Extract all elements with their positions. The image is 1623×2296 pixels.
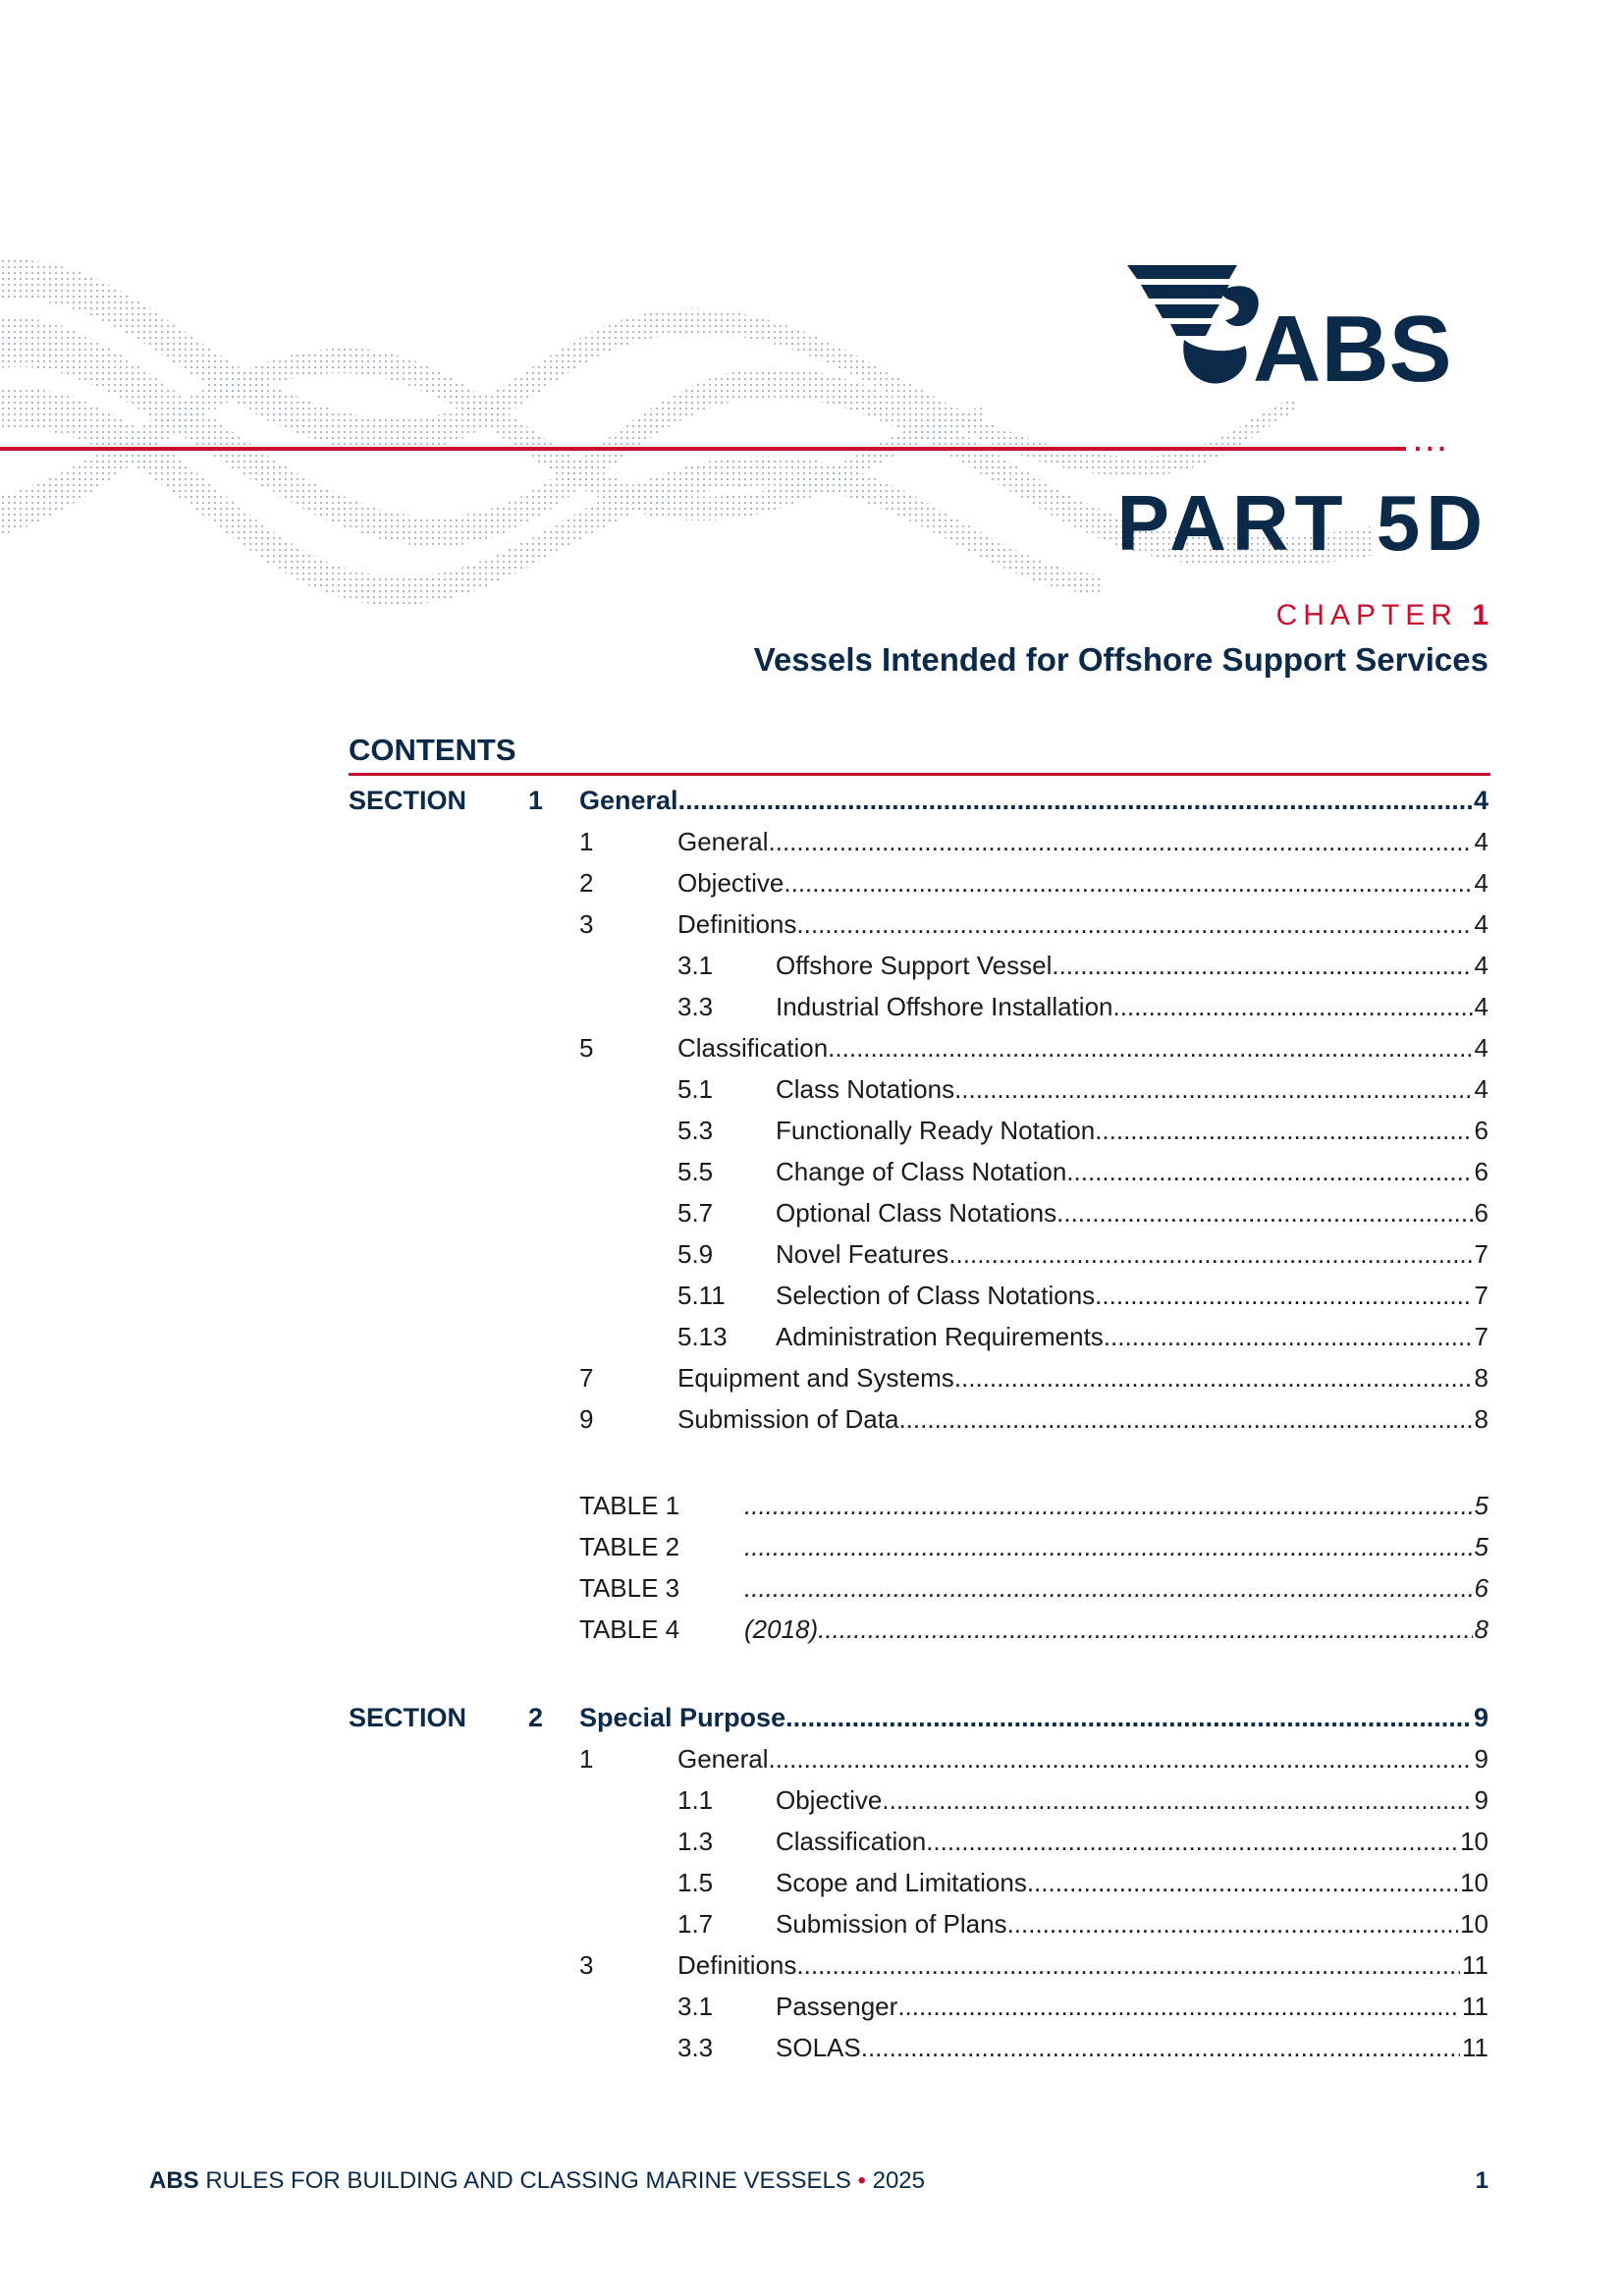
toc-page-number: 4	[1473, 786, 1488, 815]
toc-table-row	[0, 1485, 1623, 1526]
dot-leader	[1095, 1275, 1472, 1316]
dot-leader	[744, 1567, 1473, 1609]
toc-item-number: 2	[579, 868, 594, 898]
toc-item-link[interactable]	[776, 1779, 1488, 1821]
toc-entry-title: Special Purpose	[579, 1703, 786, 1732]
toc-item-row	[0, 1357, 1623, 1398]
toc-page-number: 4	[1474, 909, 1488, 939]
dot-leader	[861, 2027, 1460, 2068]
dot-leader	[678, 780, 1472, 821]
toc-page-number: 6	[1474, 1198, 1488, 1228]
toc-item-link[interactable]	[776, 2027, 1488, 2068]
toc-entry-title: General	[579, 786, 678, 815]
table-label: TABLE 3	[579, 1573, 680, 1603]
toc-entry-title: Definitions	[677, 909, 797, 939]
toc-section-row	[0, 780, 1623, 821]
toc-item-row	[0, 821, 1623, 862]
toc-item-row	[0, 1944, 1623, 1986]
contents-red-rule	[349, 773, 1490, 776]
toc-item-number: 1.1	[677, 1785, 714, 1815]
toc-item-row	[0, 1779, 1623, 1821]
toc-page-number: 10	[1460, 1909, 1488, 1939]
toc-item-link[interactable]	[776, 1110, 1488, 1151]
table-label: TABLE 2	[579, 1532, 680, 1561]
section-number: 1	[528, 786, 544, 815]
page-number: 1	[1475, 2167, 1488, 2194]
dot-leader	[1052, 945, 1472, 986]
toc-item-row	[0, 986, 1623, 1027]
section-label: SECTION	[349, 786, 467, 815]
toc-item-row	[0, 2027, 1623, 2068]
toc-table-link[interactable]	[744, 1526, 1488, 1567]
toc-entry-title: (2018)	[744, 1614, 819, 1644]
toc-item-number: 5.5	[677, 1157, 714, 1186]
toc-entry-title: Class Notations	[776, 1074, 955, 1104]
dot-leader	[796, 1944, 1460, 1986]
dot-leader	[926, 1821, 1458, 1862]
chapter-word: CHAPTER	[1275, 599, 1458, 631]
toc-page-number: 5	[1474, 1491, 1488, 1520]
dot-leader	[784, 862, 1472, 903]
section-number: 2	[528, 1703, 544, 1732]
toc-entry-title: Classification	[776, 1827, 927, 1856]
toc-item-row	[0, 1027, 1623, 1068]
contents-heading: CONTENTS	[349, 733, 516, 767]
dot-leader	[828, 1027, 1472, 1068]
toc-entry-title: Classification	[677, 1033, 829, 1063]
toc-entry-title: Optional Class Notations	[776, 1198, 1057, 1228]
toc-item-row	[0, 1738, 1623, 1779]
toc-item-row	[0, 1862, 1623, 1903]
dot-leader	[954, 1068, 1472, 1110]
toc-entry-title: Submission of Plans	[776, 1909, 1007, 1939]
toc-item-number: 1	[579, 827, 594, 856]
toc-item-link[interactable]	[677, 1027, 1488, 1068]
toc-page-number: 4	[1474, 1074, 1488, 1104]
toc-item-link[interactable]	[677, 821, 1488, 862]
toc-page-number: 9	[1474, 1744, 1488, 1774]
toc-item-row	[0, 1233, 1623, 1275]
dot-leader	[744, 1526, 1473, 1567]
toc-item-row	[0, 1398, 1623, 1440]
toc-item-row	[0, 1192, 1623, 1233]
toc-item-link[interactable]	[677, 862, 1488, 903]
toc-section-row	[0, 1697, 1623, 1738]
dot-leader	[882, 1779, 1472, 1821]
toc-table-row	[0, 1609, 1623, 1650]
toc-item-row	[0, 1110, 1623, 1151]
toc-entry-title: Selection of Class Notations	[776, 1281, 1096, 1310]
toc-page-number: 4	[1474, 1033, 1488, 1063]
footer-publication	[149, 2163, 925, 2199]
toc-entry-title: Equipment and Systems	[677, 1363, 954, 1393]
dot-leader	[1027, 1862, 1458, 1903]
section-title-link[interactable]	[579, 1697, 1488, 1738]
toc-page-number: 6	[1474, 1157, 1488, 1186]
toc-entry-title: Objective	[677, 868, 784, 898]
toc-item-row	[0, 1316, 1623, 1357]
toc-item-number: 3.3	[677, 2033, 714, 2062]
toc-item-link[interactable]	[677, 1738, 1488, 1779]
dot-leader	[948, 1233, 1472, 1275]
footer-brand: ABS	[149, 2167, 199, 2194]
chapter-number: 1	[1472, 599, 1488, 631]
toc-item-number: 5.13	[677, 1322, 728, 1351]
toc-page-number: 8	[1474, 1363, 1488, 1393]
toc-page-number: 11	[1462, 1992, 1488, 2021]
dot-leader	[897, 1986, 1460, 2027]
part-title: PART 5D	[1116, 479, 1488, 567]
toc-item-link[interactable]	[677, 903, 1488, 945]
toc-item-number: 5.11	[677, 1281, 726, 1310]
toc-entry-title: Submission of Data	[677, 1404, 899, 1434]
dot-leader	[1066, 1151, 1472, 1192]
toc-item-row	[0, 945, 1623, 986]
toc-item-number: 3.1	[677, 951, 714, 980]
toc-page-number: 8	[1474, 1614, 1488, 1644]
toc-item-number: 1	[579, 1744, 594, 1774]
toc-item-number: 5.1	[677, 1074, 714, 1104]
toc-page-number: 4	[1474, 868, 1488, 898]
toc-item-row	[0, 1151, 1623, 1192]
toc-table-link[interactable]	[744, 1485, 1488, 1526]
dot-leader	[1095, 1110, 1472, 1151]
page-footer	[149, 2163, 1488, 2199]
dot-leader	[898, 1398, 1472, 1440]
dot-leader	[1104, 1316, 1473, 1357]
toc-page-number: 8	[1474, 1404, 1488, 1434]
section-label: SECTION	[349, 1703, 467, 1732]
chapter-label	[1276, 598, 1488, 633]
toc-item-row	[0, 862, 1623, 903]
footer-year: 2025	[872, 2167, 925, 2194]
toc-item-row	[0, 1068, 1623, 1110]
dot-leader	[1112, 986, 1472, 1027]
toc-item-number: 1.5	[677, 1868, 714, 1897]
dot-leader	[954, 1357, 1473, 1398]
toc-entry-title: General	[677, 1744, 769, 1774]
toc-entry-title: Definitions	[677, 1950, 797, 1980]
toc-table-row	[0, 1526, 1623, 1567]
toc-table-row	[0, 1567, 1623, 1609]
toc-item-link[interactable]	[776, 1903, 1488, 1944]
toc-item-number: 1.7	[677, 1909, 714, 1939]
logo-wordmark: ABS	[1253, 297, 1452, 395]
toc-item-number: 9	[579, 1404, 594, 1434]
toc-entry-title: Passenger	[776, 1992, 898, 2021]
toc-item-link[interactable]	[776, 945, 1488, 986]
table-label: TABLE 4	[579, 1614, 680, 1644]
dot-leader	[1007, 1903, 1459, 1944]
toc-page-number: 6	[1474, 1116, 1488, 1145]
toc-page-number: 9	[1474, 1785, 1488, 1815]
dot-leader	[818, 1609, 1472, 1650]
toc-item-number: 3.3	[677, 992, 714, 1021]
toc-item-row	[0, 1903, 1623, 1944]
dot-leader	[744, 1485, 1473, 1526]
toc-page-number: 4	[1474, 827, 1488, 856]
toc-item-link[interactable]	[776, 1068, 1488, 1110]
toc-table-link[interactable]	[744, 1567, 1488, 1609]
toc-page-number: 7	[1474, 1281, 1488, 1310]
toc-page-number: 11	[1462, 1950, 1488, 1980]
dot-leader	[769, 1738, 1473, 1779]
toc-item-number: 1.3	[677, 1827, 714, 1856]
toc-item-number: 3.1	[677, 1992, 714, 2021]
toc-item-link[interactable]	[776, 1862, 1488, 1903]
table-label: TABLE 1	[579, 1491, 680, 1520]
toc-item-link[interactable]	[677, 1357, 1488, 1398]
toc-item-number: 7	[579, 1363, 594, 1393]
toc-item-link[interactable]	[776, 986, 1488, 1027]
toc-item-number: 3	[579, 1950, 594, 1980]
toc-page-number: 5	[1474, 1532, 1488, 1561]
dot-leader	[785, 1697, 1472, 1738]
header-red-rule	[0, 447, 1406, 451]
toc-item-link[interactable]	[776, 1316, 1488, 1357]
toc-item-link[interactable]	[776, 1986, 1488, 2027]
toc-entry-title: SOLAS	[776, 2033, 861, 2062]
toc-entry-title: Objective	[776, 1785, 883, 1815]
toc-page-number: 4	[1474, 951, 1488, 980]
toc-item-link[interactable]	[776, 1151, 1488, 1192]
toc-table-link[interactable]	[744, 1609, 1488, 1650]
toc-entry-title: Offshore Support Vessel	[776, 951, 1053, 980]
toc-item-link[interactable]	[776, 1275, 1488, 1316]
toc-entry-title: Change of Class Notation	[776, 1157, 1067, 1186]
toc-item-row	[0, 1986, 1623, 2027]
toc-item-number: 5	[579, 1033, 594, 1063]
dot-leader	[769, 821, 1473, 862]
toc-page-number: 7	[1474, 1322, 1488, 1351]
toc-page-number: 7	[1474, 1239, 1488, 1269]
toc-page-number: 4	[1474, 992, 1488, 1021]
toc-item-row	[0, 1821, 1623, 1862]
toc-entry-title: General	[677, 827, 769, 856]
toc-item-link[interactable]	[677, 1398, 1488, 1440]
toc-item-number: 5.3	[677, 1116, 714, 1145]
chapter-title: Vessels Intended for Offshore Support Services	[753, 641, 1488, 678]
abs-logo	[1127, 261, 1486, 395]
toc-item-number: 3	[579, 909, 594, 939]
toc-page-number: 10	[1460, 1868, 1488, 1897]
toc-page-number: 9	[1473, 1703, 1488, 1732]
footer-bullet: •	[857, 2167, 866, 2194]
toc-item-number: 5.9	[677, 1239, 714, 1269]
section-title-link[interactable]	[579, 780, 1488, 821]
toc-item-link[interactable]	[677, 1944, 1488, 1986]
toc-item-row	[0, 903, 1623, 945]
toc-item-row	[0, 1275, 1623, 1316]
footer-title: RULES FOR BUILDING AND CLASSING MARINE VESSELS	[205, 2167, 851, 2194]
toc-page-number: 6	[1474, 1573, 1488, 1603]
toc-item-number: 5.7	[677, 1198, 714, 1228]
toc-entry-title: Novel Features	[776, 1239, 949, 1269]
toc-entry-title: Industrial Offshore Installation	[776, 992, 1113, 1021]
toc-item-link[interactable]	[776, 1192, 1488, 1233]
toc-page-number: 10	[1460, 1827, 1488, 1856]
dot-leader	[796, 903, 1472, 945]
header-red-dashes: ···	[1414, 433, 1450, 464]
toc-entry-title: Administration Requirements	[776, 1322, 1104, 1351]
toc-item-link[interactable]	[776, 1233, 1488, 1275]
toc-page-number: 11	[1462, 2033, 1488, 2062]
toc-entry-title: Scope and Limitations	[776, 1868, 1027, 1897]
toc-entry-title: Functionally Ready Notation	[776, 1116, 1096, 1145]
dot-leader	[1056, 1192, 1472, 1233]
toc-item-link[interactable]	[776, 1821, 1488, 1862]
